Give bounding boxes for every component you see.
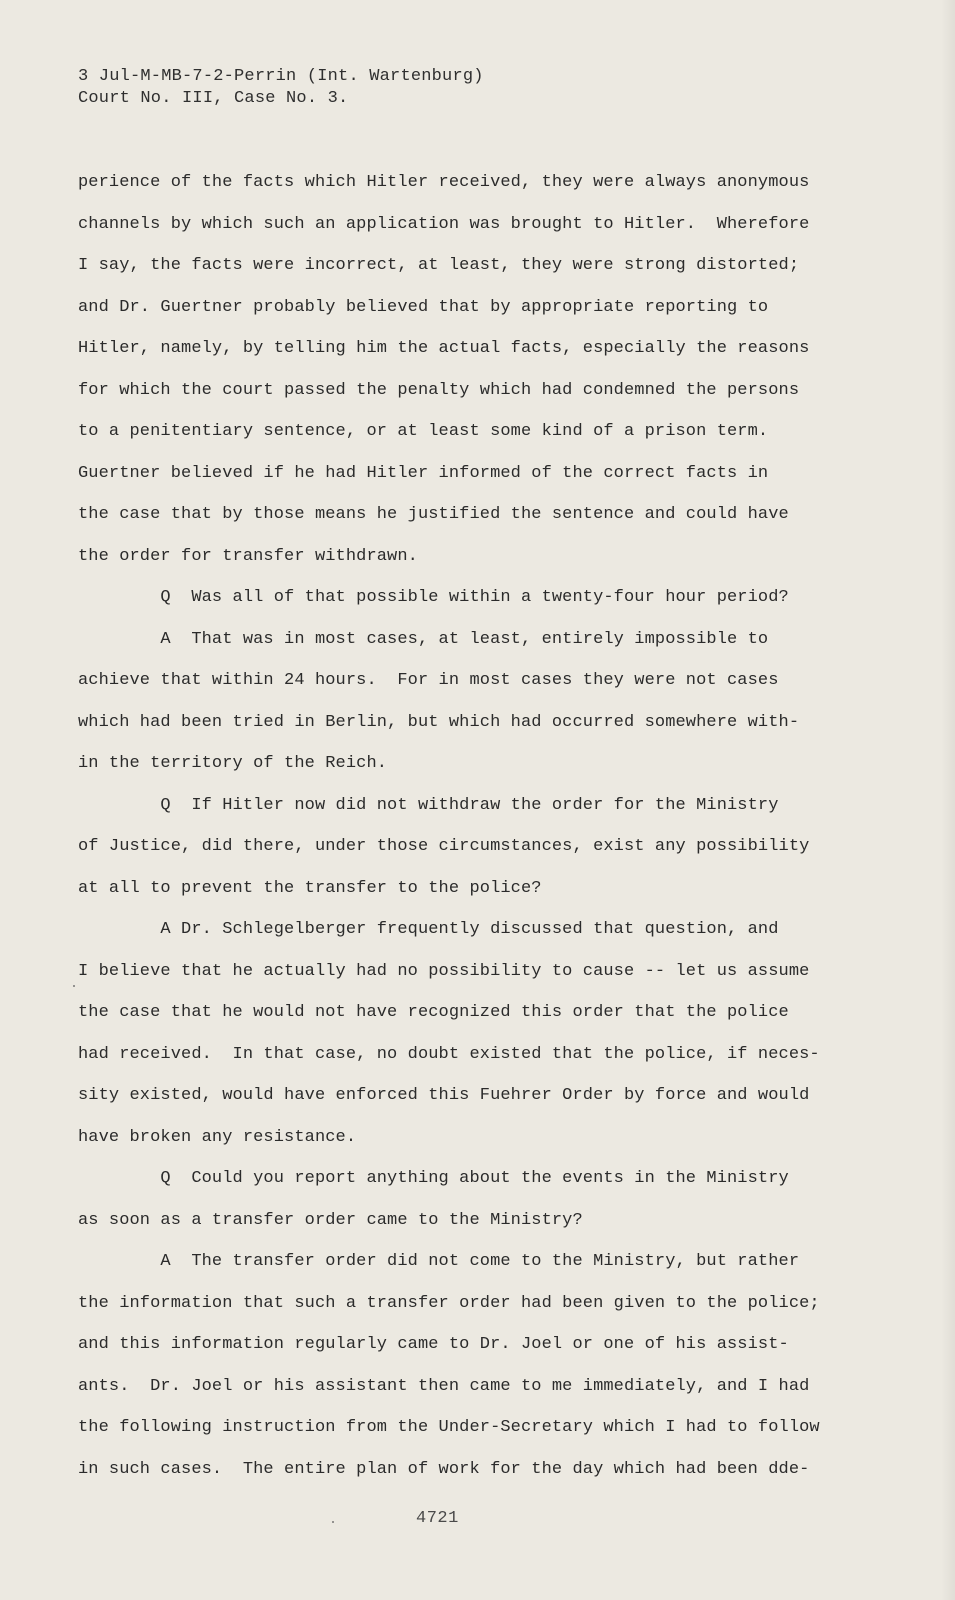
document-header [78, 66, 484, 110]
body-line: in the territory of the Reich. [78, 754, 388, 773]
body-line: which had been tried in Berlin, but which had occurred somewhere with- [78, 712, 800, 732]
body-line: the case that by those means he justified the sentence and could have [78, 505, 789, 524]
answer-line: A The transfer order did not come to the Ministry, but rather [78, 1252, 800, 1271]
body-line: of Justice, did there, under those circumstances, exist any possibility [78, 837, 810, 856]
body-line: achieve that within 24 hours. For in most cases they were not cases [78, 671, 779, 690]
question-line: Q Was all of that possible within a twenty-four hour period? [78, 588, 789, 607]
stray-mark [73, 985, 75, 987]
body-line: ants. Dr. Joel or his assistant then came to me immediately, and I had [78, 1376, 810, 1396]
body-line: the order for transfer withdrawn. [78, 546, 418, 566]
header-transcript-id: 3 Jul-M-MB-7-2-Perrin (Int. Wartenburg) [78, 67, 484, 86]
body-line: to a penitentiary sentence, or at least some kind of a prison term. [78, 422, 769, 441]
stray-mark [332, 1521, 334, 1523]
page-edge-shadow [941, 0, 955, 1600]
page-number: 4721 [416, 1509, 459, 1528]
body-line: Hitler, namely, by telling him the actual facts, especially the reasons [78, 339, 810, 358]
body-line: perience of the facts which Hitler received, they were always anonymous [78, 173, 810, 192]
body-line: and Dr. Guertner probably believed that by appropriate reporting to [78, 297, 769, 317]
header-court-case: Court No. III, Case No. 3. [78, 89, 349, 108]
body-line: as soon as a transfer order came to the Ministry? [78, 1210, 583, 1230]
answer-line: A Dr. Schlegelberger frequently discussed that question, and [78, 920, 779, 939]
answer-line: A That was in most cases, at least, entirely impossible to [78, 629, 769, 649]
body-line: have broken any resistance. [78, 1127, 357, 1147]
body-line: in such cases. The entire plan of work for the day which had been dde- [78, 1459, 810, 1479]
question-line: Q If Hitler now did not withdraw the order for the Ministry [78, 795, 779, 815]
body-line: I believe that he actually had no possibility to cause -- let us assume [78, 961, 810, 981]
body-line: I say, the facts were incorrect, at least, they were strong distorted; [78, 256, 800, 275]
body-line: and this information regularly came to Dr. Joel or one of his assist- [78, 1335, 789, 1354]
body-line: the case that he would not have recognized this order that the police [78, 1003, 789, 1022]
question-line: Q Could you report anything about the events in the Ministry [78, 1169, 789, 1188]
body-line: Guertner believed if he had Hitler informed of the correct facts in [78, 463, 769, 483]
body-line: had received. In that case, no doubt existed that the police, if neces- [78, 1044, 820, 1064]
transcript-body [78, 172, 818, 1500]
body-line: the information that such a transfer order had been given to the police; [78, 1293, 820, 1313]
body-line: for which the court passed the penalty which had condemned the persons [78, 380, 800, 400]
body-line: sity existed, would have enforced this Fuehrer Order by force and would [78, 1086, 810, 1105]
body-line: channels by which such an application was brought to Hitler. Wherefore [78, 214, 810, 234]
body-line: at all to prevent the transfer to the police? [78, 878, 542, 898]
body-line: the following instruction from the Under-Secretary which I had to follow [78, 1418, 820, 1437]
